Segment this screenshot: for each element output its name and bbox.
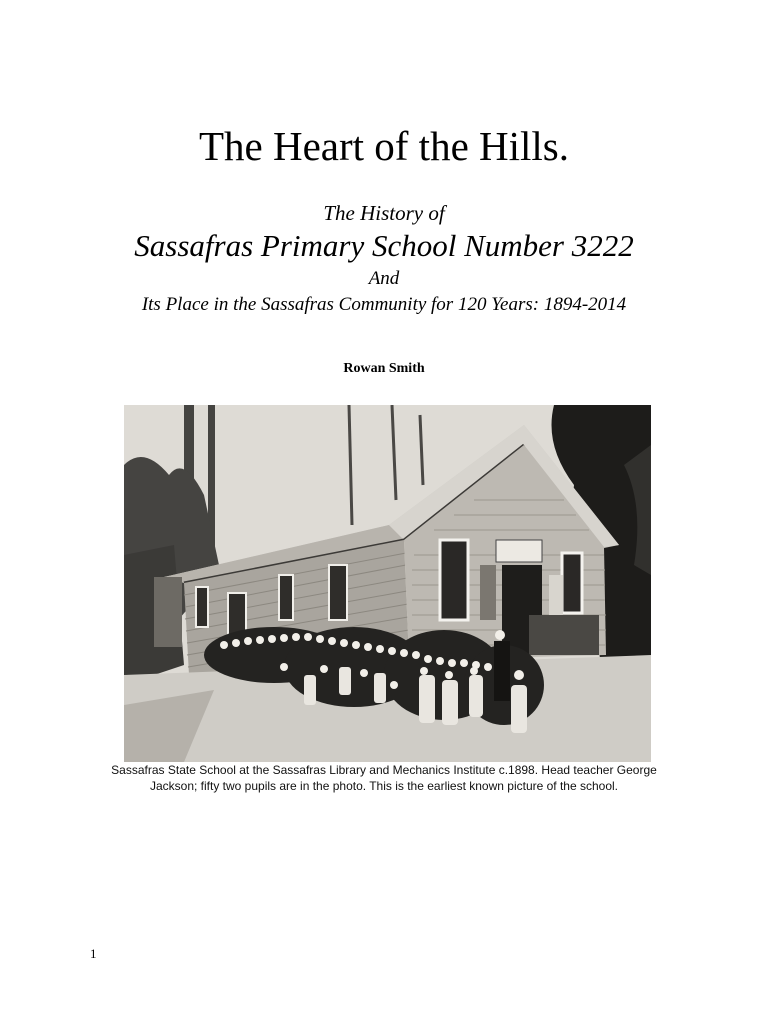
historic-school-photo xyxy=(124,405,651,762)
page-number: 1 xyxy=(90,946,97,961)
conjunction-line: And xyxy=(368,268,400,289)
document-title: The Heart of the Hills. xyxy=(198,123,570,169)
caption-line-1: Sassafras State School at the Sassafras Library and Mechanics Institute c.1898. Head teacher George xyxy=(111,763,657,777)
document-subtitle: The History of xyxy=(323,201,445,225)
description-line: Its Place in the Sassafras Community for 120 Years: 1894-2014 xyxy=(141,294,627,315)
author-name: Rowan Smith xyxy=(343,361,425,376)
photo-caption xyxy=(90,762,678,794)
school-name-heading: Sassafras Primary School Number 3222 xyxy=(134,228,634,263)
caption-line-2: Jackson; fifty two pupils are in the photo. This is the earliest known picture of the school. xyxy=(149,779,619,793)
